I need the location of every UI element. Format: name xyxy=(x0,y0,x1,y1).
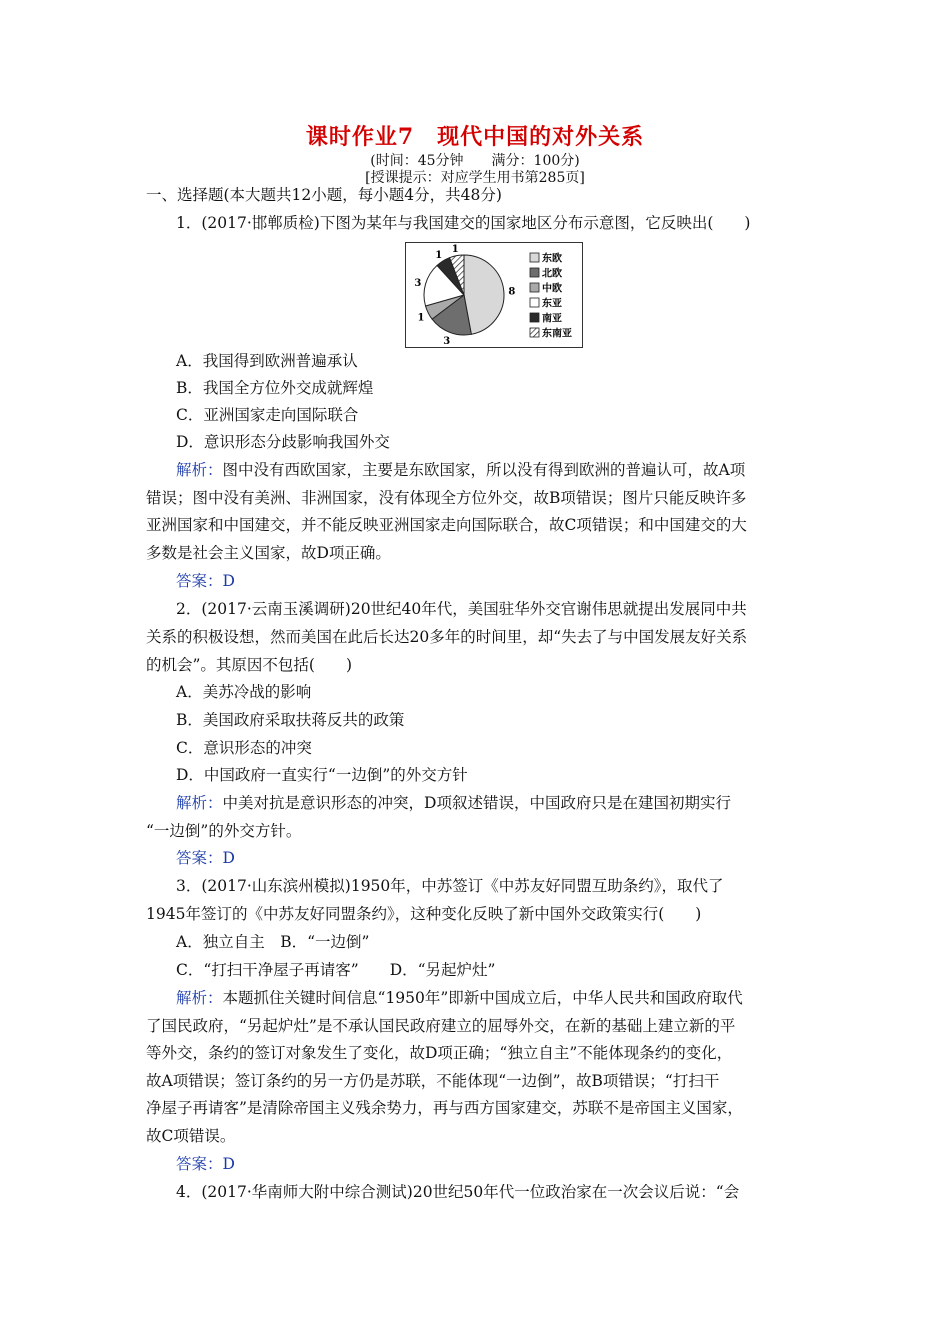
q3-analysis-line: 等外交，条约的签订对象发生了变化，故D项正确；“独立自主”不能体现条约的变化， xyxy=(146,1044,733,1062)
pie-chart xyxy=(406,243,582,347)
q1-option-a: A．我国得到欧洲普遍承认 xyxy=(176,352,358,370)
question-2-stem: 关系的积极设想，然而美国在此后长达20多年的时间里，却“失去了与中国发展友好关系 xyxy=(146,628,748,646)
q1-answer xyxy=(176,571,810,591)
legend-label: 中欧 xyxy=(542,283,562,295)
analysis-label: 解析： xyxy=(176,989,223,1007)
q2-option-c: C．意识形态的冲突 xyxy=(176,739,312,757)
legend-label: 东欧 xyxy=(542,253,562,265)
pie-value-label: 1 xyxy=(417,312,425,324)
q3-analysis-line xyxy=(176,988,810,1008)
pie-value-label: 3 xyxy=(443,335,451,347)
q2-answer xyxy=(176,848,810,868)
analysis-text: 图中没有西欧国家，主要是东欧国家，所以没有得到欧洲的普遍认可，故A项 xyxy=(222,461,746,479)
pie-value-label: 3 xyxy=(414,277,422,289)
legend-swatch xyxy=(530,328,539,337)
question-3-stem: 3．(2017·山东滨州模拟)1950年，中苏签订《中苏友好同盟互助条约》，取代了 xyxy=(176,877,724,895)
q1-option-c: C．亚洲国家走向国际联合 xyxy=(176,406,359,424)
q2-analysis-line xyxy=(176,793,810,813)
legend-swatch xyxy=(530,283,539,292)
pie-value-label: 1 xyxy=(435,250,443,262)
analysis-label: 解析： xyxy=(176,794,223,812)
time-score-line: (时间：45分钟 满分：100分) xyxy=(370,153,580,169)
q2-option-d: D．中国政府一直实行“一边倒”的外交方针 xyxy=(176,766,468,784)
question-2-stem: 2．(2017·云南玉溪调研)20世纪40年代，美国驻华外交官谢伟思就提出发展同中共 xyxy=(176,600,747,618)
legend-label: 南亚 xyxy=(542,313,562,325)
q1-analysis-line: 多数是社会主义国家，故D项正确。 xyxy=(146,544,391,562)
q1-analysis-line: 错误；图中没有美洲、非洲国家，没有体现全方位外交，故B项错误；图片只能反映许多 xyxy=(146,489,747,507)
q3-analysis-line: 了国民政府，“另起炉灶”是不承认国民政府建立的屈辱外交，在新的基础上建立新的平 xyxy=(146,1017,736,1035)
q1-analysis-line: 亚洲国家和中国建交，并不能反映亚洲国家走向国际联合，故C项错误；和中国建交的大 xyxy=(146,516,747,534)
q2-option-b: B．美国政府采取扶蒋反共的政策 xyxy=(176,711,405,729)
pie-chart-figure xyxy=(405,242,583,348)
legend-label: 东南亚 xyxy=(542,328,572,340)
answer-text: 答案：D xyxy=(176,572,235,590)
q1-analysis-line xyxy=(176,460,810,480)
pie-value-label: 1 xyxy=(451,243,459,255)
section-heading: 一、选择题(本大题共12小题，每小题4分，共48分) xyxy=(146,186,502,204)
question-2-stem: 的机会”。其原因不包括( ) xyxy=(146,656,353,674)
q2-option-a: A．美苏冷战的影响 xyxy=(176,683,312,701)
q3-analysis-line: 故C项错误。 xyxy=(146,1127,236,1145)
question-3-stem: 1945年签订的《中苏友好同盟条约》，这种变化反映了新中国外交政策实行( ) xyxy=(146,905,702,923)
legend-swatch xyxy=(530,313,539,322)
question-1-stem: 1．(2017·邯郸质检)下图为某年与我国建交的国家地区分布示意图，它反映出( ) xyxy=(176,214,751,232)
q3-answer xyxy=(176,1154,810,1174)
legend-label: 东亚 xyxy=(542,298,562,310)
q3-options-ab: A．独立自主 B．“一边倒” xyxy=(176,933,370,951)
q3-analysis-line: 净屋子再请客”是清除帝国主义残余势力，再与西方国家建交，苏联不是帝国主义国家， xyxy=(146,1099,743,1117)
analysis-text: 中美对抗是意识形态的冲突，D项叙述错误，中国政府只是在建国初期实行 xyxy=(222,794,731,812)
legend-label: 北欧 xyxy=(542,268,562,280)
legend-swatch xyxy=(530,253,539,262)
pie-slice xyxy=(464,255,504,334)
q3-options-cd: C．“打扫干净屋子再请客” D．“另起炉灶” xyxy=(176,961,496,979)
q3-analysis-line: 故A项错误；签订条约的另一方仍是苏联，不能体现“一边倒”，故B项错误；“打扫干 xyxy=(146,1072,720,1090)
answer-text: 答案：D xyxy=(176,1155,235,1173)
analysis-text: 本题抓住关键时间信息“1950年”即新中国成立后，中华人民共和国政府取代 xyxy=(222,989,743,1007)
hint-line: [授课提示：对应学生用书第285页] xyxy=(365,170,585,186)
q1-option-b: B．我国全方位外交成就辉煌 xyxy=(176,379,374,397)
legend-swatch xyxy=(530,268,539,277)
pie-value-label: 8 xyxy=(508,286,516,298)
analysis-label: 解析： xyxy=(176,461,223,479)
q2-analysis-line: “一边倒”的外交方针。 xyxy=(146,822,302,840)
page-title: 课时作业7 现代中国的对外关系 xyxy=(305,124,645,150)
answer-text: 答案：D xyxy=(176,849,235,867)
legend-swatch xyxy=(530,298,539,307)
question-4-stem: 4．(2017·华南师大附中综合测试)20世纪50年代一位政治家在一次会议后说：“会 xyxy=(176,1183,740,1201)
q1-option-d: D．意识形态分歧影响我国外交 xyxy=(176,433,390,451)
